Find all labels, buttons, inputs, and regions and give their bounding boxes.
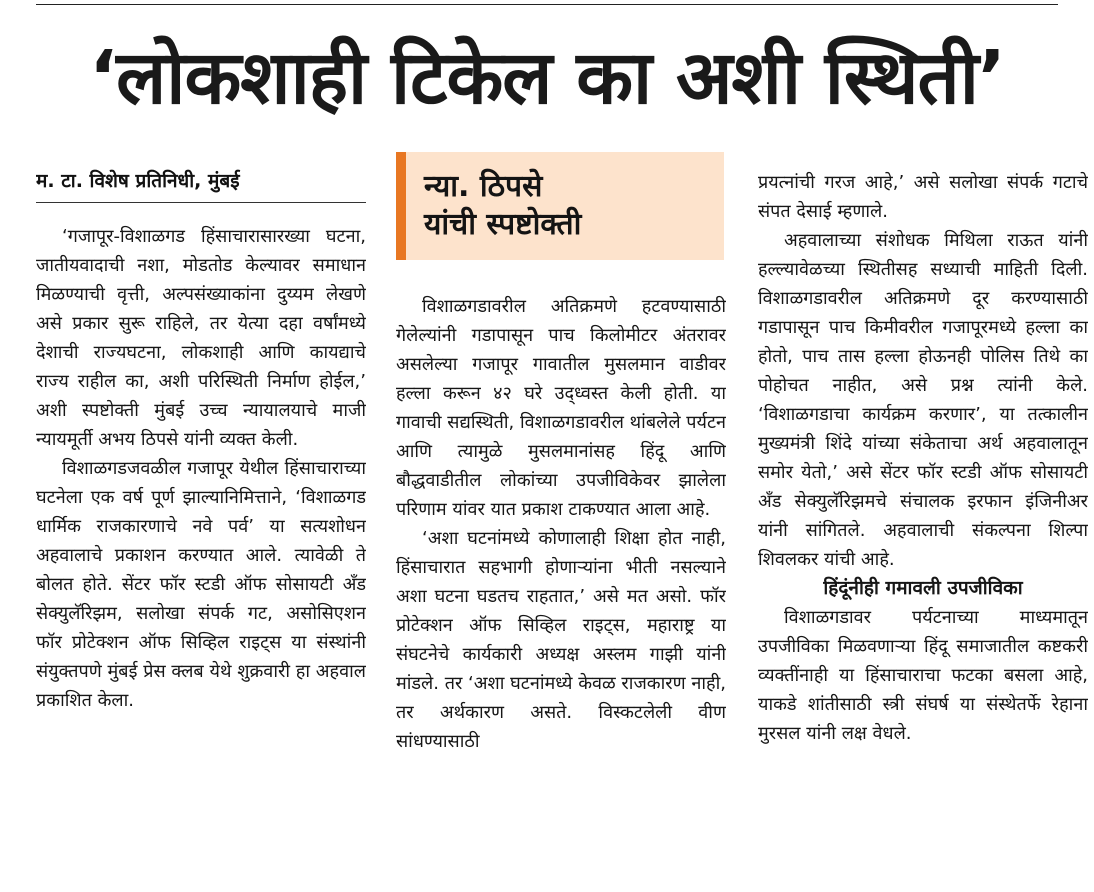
- subheading: हिंदूंनीही गमावली उपजीविका: [823, 577, 1023, 599]
- paragraph: ‘अशा घटनांमध्ये कोणालाही शिक्षा होत नाही, हिंसाचारात सहभागी होणाऱ्यांना भीती नसल्याने अशा घटना घडतच राहतात,’ असे मत असो. फॉर प्रोटेक्शन ऑफ सिव्हिल राइट्स, महाराष्ट्र या संघटनेचे कार्यकारी अध्यक्ष अस्लम गाझी यांनी मांडले. तर ‘अशा घटनांमध्ये केवळ राजकारण नाही, तर अर्थकारण असते. विस्कटलेली वीण सांधण्यासाठी: [396, 528, 726, 752]
- callout-line-2: यांची स्पष्टोक्ती: [424, 207, 582, 242]
- paragraph: विशाळगडजवळील गजापूर येथील हिंसाचाराच्या घटनेला एक वर्ष पूर्ण झाल्यानिमित्ताने, ‘विशाळगड धार्मिक राजकारणाचे नवे पर्व’ या सत्यशोधन अहवालाचे प्रकाशन करण्यात आले. त्यावेळी ते बोलत होते. सेंटर फॉर स्टडी ऑफ सोसायटी अँड सेक्युलॅरिझम, सलोखा संपर्क गट, असोसिएशन फॉर प्रोटेक्शन ऑफ सिव्हिल राइट्स या संस्थांनी संयुक्तपणे मुंबई प्रेस क्लब येथे शुक्रवारी हा अहवाल प्रकाशित केला.: [36, 458, 366, 711]
- headline: ‘लोकशाही टिकेल का अशी स्थिती’: [89, 35, 1005, 121]
- paragraph: विशाळगडावर पर्यटनाच्या माध्यमातून उपजीविका मिळवणाऱ्या हिंदू समाजातील कष्टकरी व्यक्तींनाही या हिंसाचाराचा फटका बसला आहे, याकडे शांतीसाठी स्त्री संघर्ष या संस्थेतर्फे रेहाना मुरसल यांनी लक्ष वेधले.: [758, 607, 1088, 744]
- article-column-3: [758, 168, 1088, 882]
- callout-line-1: न्या. ठिपसे: [424, 169, 543, 204]
- top-rule: [36, 4, 1058, 5]
- paragraph: अहवालाच्या संशोधक मिथिला राऊत यांनी हल्ल्यावेळच्या स्थितीसह सध्याची माहिती दिली. विशाळगडावरील अतिक्रमणे दूर करण्यासाठी गडापासून पाच किमीवरील गजापूरमध्ये हल्ला का होतो, पाच तास हल्ला होऊनही पोलिस तिथे का पोहोचत नाहीत, असे प्रश्न त्यांनी केले. ‘विशाळगडाचा कार्यक्रम करणार’, या तत्कालीन मुख्यमंत्री शिंदे यांच्या संकेताचा अर्थ अहवालातून समोर येतो,’ असे सेंटर फॉर स्टडी ऑफ सोसायटी अँड सेक्युलॅरिझमचे संचालक इरफान इंजिनीअर यांनी सांगितले. अहवालाची संकल्पना शिल्पा शिवलकर यांची आहे.: [758, 230, 1088, 570]
- article-column-1: [36, 222, 366, 882]
- paragraph: प्रयत्नांची गरज आहे,’ असे सलोखा संपर्क गटाचे संपत देसाई म्हणाले.: [758, 172, 1088, 222]
- byline: म. टा. विशेष प्रतिनिधी, मुंबई: [36, 166, 366, 203]
- article-column-2: [396, 292, 726, 882]
- paragraph: विशाळगडावरील अतिक्रमणे हटवण्यासाठी गेलेल्यांनी गडापासून पाच किलोमीटर अंतरावर असलेल्या गजापूर गावातील मुसलमान वाडीवर हल्ला करून ४२ घरे उद्ध्वस्त केली होती. या गावाची सद्यस्थिती, विशाळगडावरील थांबलेले पर्यटन आणि त्यामुळे मुसलमानांसह हिंदू आणि बौद्धवाडीतील लोकांच्या उपजीविकेवर झालेला परिणाम यांवर यात प्रकाश टाकण्यात आला आहे.: [396, 296, 726, 520]
- callout-box: [396, 152, 724, 260]
- paragraph: ‘गजापूर-विशाळगड हिंसाचारासारख्या घटना, जातीयवादाची नशा, मोडतोड केल्यावर समाधान मिळण्याची वृत्ती, अल्पसंख्याकांना दुय्यम लेखणे असे प्रकार सुरू राहिले, तर येत्या दहा वर्षांमध्ये देशाची राज्यघटना, लोकशाही आणि कायद्याचे राज्य राहील का, अशी परिस्थिती निर्माण होईल,’ अशी स्पष्टोक्ती मुंबई उच्च न्यायालयाचे माजी न्यायमूर्ती अभय ठिपसे यांनी व्यक्त केली.: [36, 226, 366, 450]
